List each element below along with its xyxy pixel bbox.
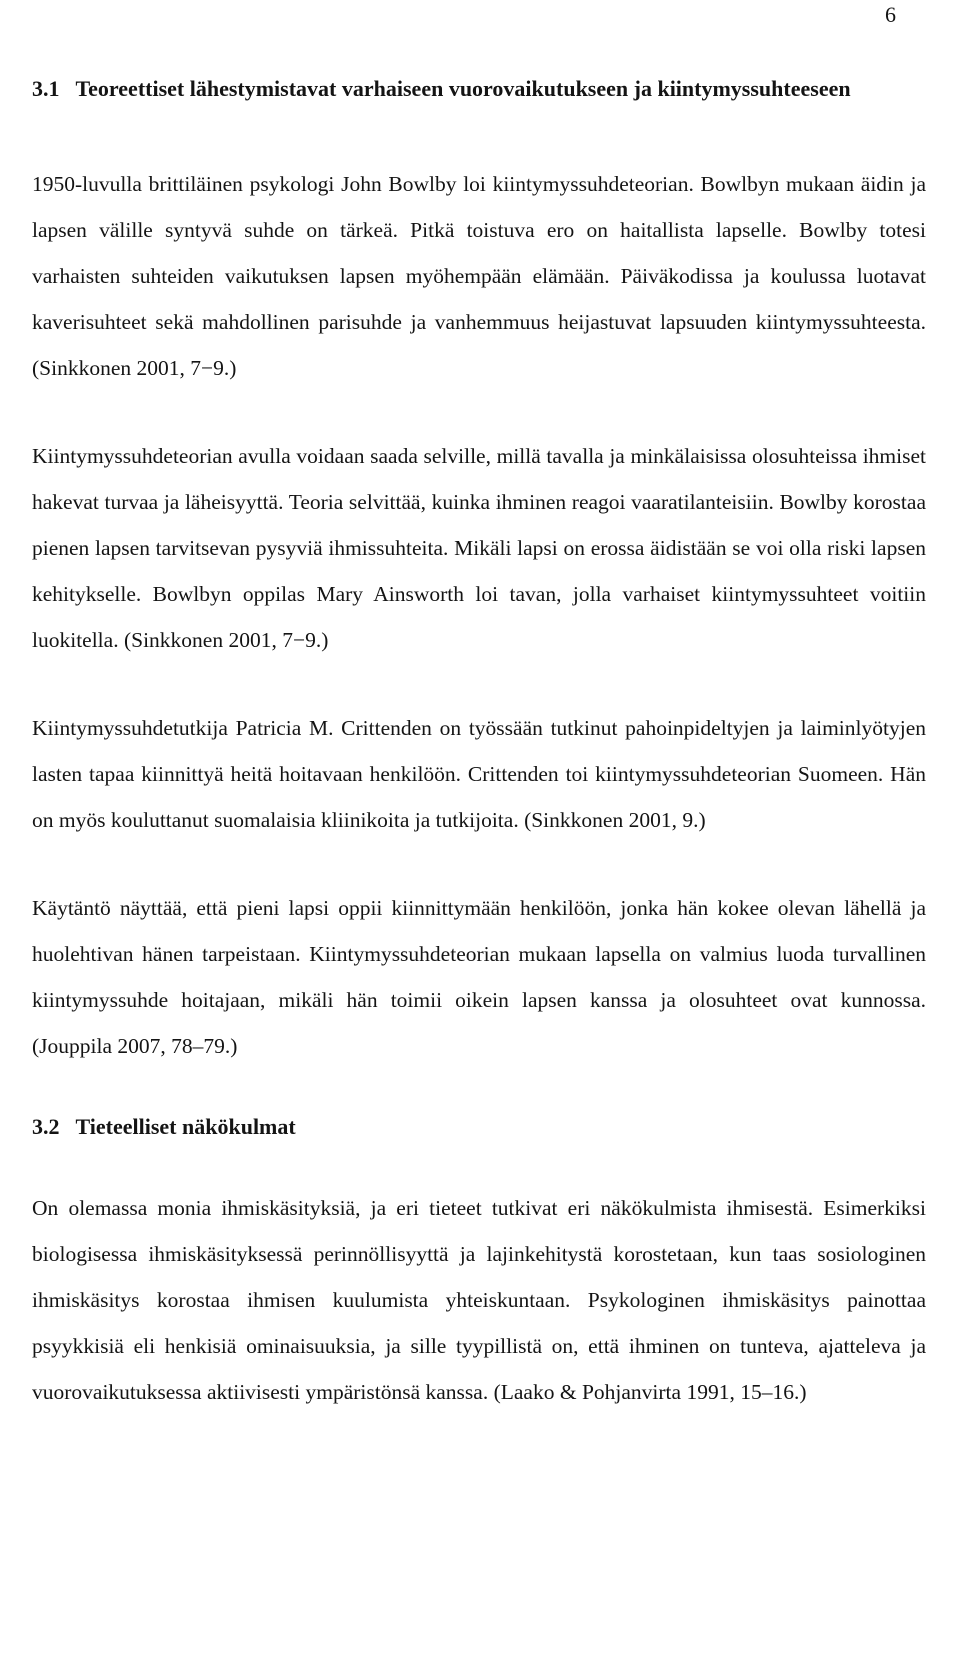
section-number: 3.1 — [32, 76, 60, 101]
section-title: Teoreettiset lähestymistavat varhaiseen vuorovaikutukseen ja kiintymyssuhteeseen — [75, 76, 851, 101]
page-number: 6 — [885, 2, 896, 27]
paragraph: Kiintymyssuhdeteorian avulla voidaan saada selville, millä tavalla ja minkälaisissa olosuhteissa ihmiset hakevat turvaa ja läheisyyttä. Teoria selvittää, kuinka ihminen reagoi vaaratilanteisiin. Bowlby korostaa pienen lapsen tarvitsevan pysyviä ihmissuhteita. Mikäli lapsi on erossa äidistään se voi olla riski lapsen kehitykselle. Bowlbyn oppilas Mary Ainsworth loi tavan, jolla varhaiset kiintymyssuhteet voitiin luokitella. (Sinkkonen 2001, 7−9.) — [32, 444, 926, 652]
section-heading-3-1 — [32, 67, 926, 111]
paragraph: Käytäntö näyttää, että pieni lapsi oppii kiinnittymään henkilöön, jonka hän kokee olevan lähellä ja huolehtivan hänen tarpeistaan. Kiintymyssuhdeteorian mukaan lapsella on valmius luoda turvallinen kiintymyssuhde hoitajaan, mikäli hän toimii oikein lapsen kanssa ja olosuhteet ovat kunnossa. (Jouppila 2007, 78–79.) — [32, 896, 926, 1058]
section-title: Tieteelliset näkökulmat — [75, 1114, 296, 1139]
section-heading-3-2 — [32, 1105, 926, 1149]
document-body — [32, 67, 926, 1415]
paragraph: On olemassa monia ihmiskäsityksiä, ja eri tieteet tutkivat eri näkökulmista ihmisestä. Esimerkiksi biologisessa ihmiskäsityksessä perinnöllisyyttä ja lajinkehitystä korostetaan, kun taas sosiologinen ihmiskäsitys korostaa ihmisen kuulumista yhteiskuntaan. Psykologinen ihmiskäsitys painottaa psyykkisiä eli henkisiä ominaisuuksia, ja sille tyypillistä on, että ihminen on tunteva, ajatteleva ja vuorovaikutuksessa aktiivisesti ympäristönsä kanssa. (Laako & Pohjanvirta 1991, 15–16.) — [32, 1196, 926, 1404]
section-number: 3.2 — [32, 1114, 60, 1139]
paragraph: 1950-luvulla brittiläinen psykologi John Bowlby loi kiintymyssuhdeteorian. Bowlbyn mukaan äidin ja lapsen välille syntyvä suhde on tärkeä. Pitkä toistuva ero on haitallista lapselle. Bowlby totesi varhaisten suhteiden vaikutuksen lapsen myöhempään elämään. Päiväkodissa ja koulussa luotavat kaverisuhteet sekä mahdollinen parisuhde ja vanhemmuus heijastuvat lapsuuden kiintymyssuhteesta. (Sinkkonen 2001, 7−9.) — [32, 172, 926, 380]
paragraph: Kiintymyssuhdetutkija Patricia M. Crittenden on työssään tutkinut pahoinpideltyjen ja laiminlyötyjen lasten tapaa kiinnittyä heitä hoitavaan henkilöön. Crittenden toi kiintymyssuhdeteorian Suomeen. Hän on myös kouluttanut suomalaisia kliinikoita ja tutkijoita. (Sinkkonen 2001, 9.) — [32, 716, 926, 832]
